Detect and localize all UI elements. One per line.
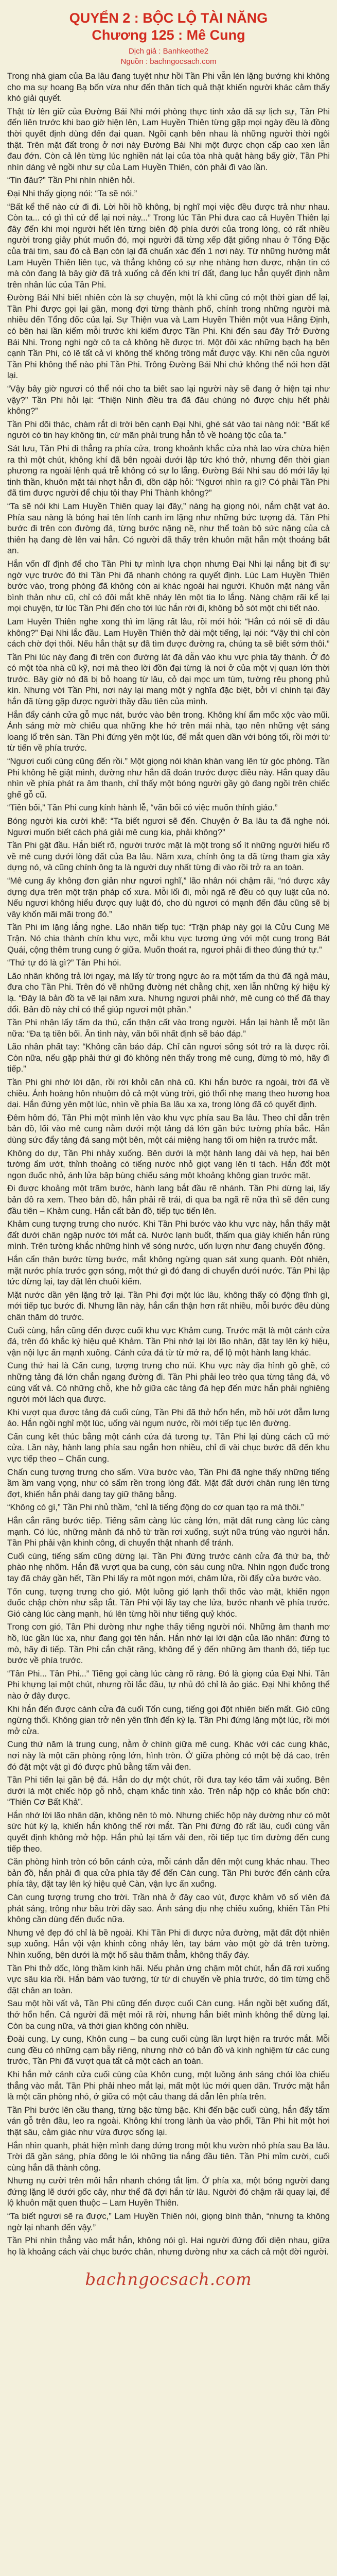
paragraph: Tần Phi lúc này đang đi trên con đường lát đá dẫn vào khu vực phía tây thành. Ở đó có một tòa nhà cũ kỹ, nơi mà theo lời đồn đại từng là nơi ở của một vị quan lớn thời trước. Bây giờ nó đã bị bỏ hoang từ lâu, cỏ dại mọc um tùm, tường rêu phong phủ kín. Nhưng với Tần Phi, nơi này lại mang một ý nghĩa đặc biệt, bởi vì chính tại đây hắn đã từng gặp được người thầy đầu tiên của mình.: [7, 652, 330, 707]
paragraph: Mặt nước dần yên lặng trở lại. Tần Phi đợi một lúc lâu, không thấy có động tĩnh gì, mới tiếp tục bước đi. Nhưng lần này, hắn cẩn thận hơn rất nhiều, mỗi bước đều dùng chân thăm dò trước.: [7, 1290, 330, 1322]
paragraph: Càn cung tượng trưng cho trời. Trần nhà ở đây cao vút, được khảm vô số viên đá phát sáng, trông như bầu trời đầy sao. Ánh sáng dịu nhẹ chiếu xuống, khiến Tần Phi không cần dùng đến đuốc nữa.: [7, 1893, 330, 1925]
paragraph: “Vậy bây giờ ngươi có thể nói cho ta biết sao lại người này sẽ đang ở hiện tại như vậy?” Tần Phi hỏi lại: “Thiện Ninh điều tra đã đâu chúng nó được chịu hết phải không?”: [7, 384, 330, 416]
paragraph: Cuối cùng, tiếng sấm cũng dừng lại. Tần Phi đứng trước cánh cửa đá thứ ba, thở phào nhẹ nhõm. Hắn đã vượt qua ba cung, còn sáu cung nữa. Nhìn ngọn đuốc trong tay đã cháy gần hết, Tần Phi lấy ra một ngọn mới, châm lửa, rồi đẩy cửa bước vào.: [7, 1551, 330, 1583]
paragraph: “Ta sẽ nói khi Lam Huyền Thiên quay lại đây,” nàng hạ giọng nói, nắm chặt vạt áo. Phía sau nàng là bóng hai tên lính canh im lặng như những bức tượng đá. Tần Phi bước đi trên con đường đá, từng bước nặng nề, như thể toàn bộ sức nặng của cả thiên hạ đang đè lên vai hắn. Có người đã thấy trên khuôn mặt hắn một thoáng bất an.: [7, 501, 330, 556]
paragraph: Hắn cẩn thận bước từng bước, mắt không ngừng quan sát xung quanh. Đột nhiên, mặt nước phía trước gợn sóng, một thứ gì đó đang di chuyển dưới nước. Tần Phi lập tức dừng lại, tay đặt lên chuôi kiếm.: [7, 1255, 330, 1287]
paragraph: Khảm cung tượng trưng cho nước. Khi Tần Phi bước vào khu vực này, hắn thấy mặt đất dưới chân ngập nước tới mắt cá. Nước lạnh buốt, thấm qua giày khiến hắn rùng mình. Trên tường khắc những hình vẽ sóng nước, uốn lượn như đang chuyển động.: [7, 1219, 330, 1251]
paragraph: Hắn vốn dĩ định để cho Tần Phi tự mình lựa chọn nhưng Đại Nhi lại nắng bịt đi sự ngờ vực trước đó thì Tần Phi đã nhanh chóng ra quyết định. Lúc Lam Huyền Thiên bước vào, trong phòng đã không còn ai khác ngoài hai người. Khuôn mặt nàng vẫn bình thản như cũ, chỉ có đôi mắt khẽ nháy lên một tia lo lắng. Nàng chậm rãi kể lại mọi chuyện, từ lúc Tần Phi đến cho tới lúc hắn rời đi, không bỏ sót một chi tiết nào.: [7, 559, 330, 614]
paragraph: Cung thứ hai là Cấn cung, tượng trưng cho núi. Khu vực này địa hình gồ ghề, có những tảng đá lớn chắn ngang đường đi. Tần Phi phải leo trèo qua từng tảng đá, vô cùng vất vả. Có những chỗ, khe hở giữa các tảng đá hẹp đến mức hắn phải nghiêng người mới lách qua được.: [7, 1361, 330, 1404]
paragraph: Lam Huyền Thiên nghe xong thì im lặng rất lâu, rồi mới hỏi: “Hắn có nói sẽ đi đâu không?” Đại Nhi lắc đầu. Lam Huyền Thiên thở dài một tiếng, lại nói: “Vậy thì chỉ còn cách chờ đợi thôi. Nếu hắn thật sự đã tìm được đường ra, chúng ta sẽ biết sớm thôi.”: [7, 617, 330, 649]
paragraph: Nhưng nụ cười trên môi hắn nhanh chóng tắt lịm. Ở phía xa, một bóng người đang đứng lặng lẽ dưới gốc cây, như thể đã đợi hắn từ lâu. Người đó chậm rãi quay lại, để lộ khuôn mặt quen thuộc – Lam Huyền Thiên.: [7, 2176, 330, 2208]
paragraph: “Bất kể thế nào cứ đi đi. Lời hồi hồ không, bị nghĩ mọi việc đều được trả như nhau. Còn ta... có gì thì cứ để lại nơi này...” Trong lúc Tần Phi đưa cao cả Huyền Thiên lại đây đến khi mọi người hết lên từng biên độ phía dưới của trong lòng, có rất nhiều người trong giây phút muốn đó, mọi người đã từng xếp đặt giống nhau ở Tống Đặc của trái tim, sau đó cả Bạn còn lại đã chuẩn xác đến 1 nơi này. Từ những hướng mắt Lam Huyền Thiên liên tục, và thẳng không có sự nhẹ nhàng hơn được, nhận tin có mà còn đang là bây giờ đã trả xuống cả đến khi trí đất, đang lục hẳn quyết định nằm trên nhân lúc của Tần Phi.: [7, 202, 330, 290]
chapter-title: Chương 125 : Mê Cung: [92, 27, 245, 43]
paragraph: Tần Phi nhìn thẳng vào mắt hắn, không nói gì. Hai người đứng đối diện nhau, giữa họ là khoảng cách vài chục bước chân, nhưng dường như xa cách cả một đời người.: [7, 2236, 330, 2257]
paragraph: Hắn cắn răng bước tiếp. Tiếng sấm càng lúc càng lớn, mặt đất rung càng lúc càng mạnh. Có lúc, những mảnh đá nhỏ từ trần rơi xuống, suýt nữa trúng vào người hắn. Tần Phi phải vận khinh công, di chuyển thật nhanh để tránh.: [7, 1516, 330, 1548]
paragraph: Hắn nhớ lời lão nhân dặn, không nên tò mò. Nhưng chiếc hộp này dường như có một sức hút kỳ lạ, khiến hắn không thể rời mắt. Tần Phi đứng đó rất lâu, cuối cùng vẫn quyết định không mở hộp. Hắn phủ lại tấm vải đen, rồi tiếp tục tìm đường đến cung tiếp theo.: [7, 1810, 330, 1854]
paragraph: Cuối cùng, hắn cũng đến được cuối khu vực Khảm cung. Trước mặt là một cánh cửa đá, trên đó khắc ký hiệu quẻ Khảm. Tần Phi nhớ lại lời lão nhân, đặt tay lên ký hiệu, vận nội lực ấn mạnh xuống. Cánh cửa đá từ từ mở ra, để lộ một hành lang khác.: [7, 1326, 330, 1358]
paragraph: Tần Phi nhận lấy tấm da thú, cẩn thận cất vào trong người. Hắn lại hành lễ một lần nữa: “Đa tạ tiền bối. Ân tình này, vãn bối nhất định sẽ báo đáp.”: [7, 1018, 330, 1039]
paragraph: “Tiền bối,” Tần Phi cung kính hành lễ, “vãn bối có việc muốn thỉnh giáo.”: [7, 803, 278, 813]
paragraph: Cung thứ năm là trung cung, nằm ở chính giữa mê cung. Khác với các cung khác, nơi này là một căn phòng rộng lớn, hình tròn. Ở giữa phòng có một bệ đá cao, trên đó đặt một vật gì đó được phủ bằng tấm vải đen.: [7, 1740, 330, 1772]
paragraph: Nhưng vẻ đẹp đó chỉ là bề ngoài. Khi Tần Phi đi được nửa đường, mặt đất đột nhiên sụp xuống. Hắn vội vận khinh công nhảy lên, tay bám vào một gờ đá trên tường. Nhìn xuống, bên dưới là một hố sâu thăm thẳm, không thấy đáy.: [7, 1928, 330, 1960]
paragraph: Bóng người kia cười khẽ: “Ta biết ngươi sẽ đến. Chuyện ở Ba lâu ta đã nghe nói. Ngươi muốn biết cách phá giải mê cung kia, phải không?”: [7, 817, 330, 837]
chapter-body: [7, 71, 330, 2258]
paragraph: Tần Phi dõi thác, chàm rắt di trời bên cạnh Đại Nhi, ghé sát vào tai nàng nói: “Bất kể người có tin hay không tin, cứ mãn phải trung hẳn tỏ về hoàng tộc của ta.”: [7, 419, 330, 440]
paragraph: Không do dự, Tần Phi nhảy xuống. Bên dưới là một hành lang dài và hẹp, hai bên tường ẩm ướt, thỉnh thoảng có tiếng nước nhỏ giọt vang lên tí tách. Hắn đốt một ngọn đuốc nhỏ, ánh lửa bập bùng chiếu sáng một khoảng không gian trước mặt.: [7, 1148, 330, 1180]
watermark-logo: bachngocsach.com: [85, 2269, 252, 2290]
paragraph: Trong nhà giam của Ba lâu đang tuyệt như hồi Tần Phi vẫn lén lặng bướng khi không cho ma sự hoang Bạ bốn vừa như đến thân tích quả thật khiến người khác cảm thấy khó giải quyết.: [7, 72, 330, 104]
paragraph: Đi được khoảng một trăm bước, hành lang bắt đầu rẽ nhánh. Tần Phi dừng lại, lấy bản đồ ra xem. Theo bản đồ, hắn phải rẽ trái, đi qua ba ngã rẽ nữa thì sẽ đến cung đầu tiên – Khảm cung. Hắn cất bản đồ, tiếp tục tiến lên.: [7, 1184, 330, 1216]
paragraph: Khi hắn đến được cánh cửa đá cuối Tốn cung, tiếng gọi đột nhiên biến mất. Gió cũng ngừng thổi. Không gian trở nên yên tĩnh đến kỳ lạ. Tần Phi đứng lặng một lúc, rồi mới mở cửa.: [7, 1704, 330, 1736]
paragraph: Lão nhân phất tay: “Không cần báo đáp. Chỉ cần ngươi sống sót trở ra là được rồi. Còn nữa, nếu gặp phải thứ gì đó không nên thấy trong mê cung, đừng tò mò, hãy đi tiếp.”: [7, 1042, 330, 1074]
paragraph: Tần Phi gật đầu. Hắn biết rõ, người trước mặt là một trong số ít những người hiểu rõ về mê cung dưới lòng đất của Ba lâu. Năm xưa, chính ông ta đã từng tham gia xây dựng nó, và cũng chính ông ta là người duy nhất từng đi vào rồi trở ra an toàn.: [7, 841, 330, 873]
paragraph: Hắn nhìn quanh, phát hiện mình đang đứng trong một khu vườn nhỏ phía sau Ba lâu. Trời đã gần sáng, phía đông le lói những tia nắng đầu tiên. Tần Phi mỉm cười, cuối cùng hắn đã thành công.: [7, 2141, 330, 2173]
paragraph: Tần Phi im lặng lắng nghe. Lão nhân tiếp tục: “Trận pháp này gọi là Cửu Cung Mê Trận. Nó chia thành chín khu vực, mỗi khu vực tương ứng với một cung trong Bát Quái, cộng thêm trung cung ở giữa. Muốn thoát ra, ngươi phải đi theo đúng thứ tự.”: [7, 923, 330, 955]
paragraph: Đêm hôm đó, Tần Phi một mình lẻn vào khu vực phía sau Ba lâu. Theo chỉ dẫn trên bản đồ, lối vào mê cung nằm dưới một tảng đá lớn gần bức tường phía bắc. Hắn dùng sức đẩy tảng đá sang một bên, một cái miệng hang tối om hiện ra trước mắt.: [7, 1113, 330, 1145]
paragraph: Đại Nhi thấy giọng nói: “Ta sẽ nói.”: [7, 189, 137, 198]
translator-credit: Dịch giả : Banhkeothe2: [128, 47, 209, 56]
paragraph: “Tin đâu?” Tần Phi nhìn nhiên hỏi.: [7, 176, 135, 185]
paragraph: “Thứ tự đó là gì?” Tần Phi hỏi.: [7, 958, 121, 968]
paragraph: Sau một hồi vất vả, Tần Phi cũng đến được cuối Càn cung. Hắn ngồi bệt xuống đất, thở hổn hển. Cả người đã mệt mỏi rã rời, nhưng hắn biết mình không thể dừng lại. Còn ba cung nữa, và thời gian không còn nhiều.: [7, 1999, 330, 2031]
paragraph: Cấn cung kết thúc bằng một cánh cửa đá tương tự. Tần Phi lại dùng cách cũ mở cửa. Lần này, hành lang phía sau ngắn hơn nhiều, chỉ đi vài chục bước đã đến khu vực tiếp theo – Chấn cung.: [7, 1432, 330, 1464]
paragraph: “Ta biết ngươi sẽ ra được,” Lam Huyền Thiên nói, giọng bình thản, “nhưng ta không ngờ lại nhanh đến vậy.”: [7, 2212, 330, 2232]
paragraph: Tần Phi ghi nhớ lời dặn, rồi rời khỏi căn nhà cũ. Khi hắn bước ra ngoài, trời đã về chiều. Ánh hoàng hôn nhuộm đỏ cả một vùng trời, gió thổi nhẹ mang theo hương hoa dại. Hắn đứng yên một lúc, nhìn về phía Ba lâu xa xa, trong lòng đã có quyết định.: [7, 1078, 330, 1110]
paragraph: Thật từ lên giữ của Đường Bái Nhi mới phòng thực tinh xảo đã sự lịch sự, Tần Phi đến liên trước khi bao giờ hiện lên, Lam Huyền Thiên từng gặp mọi ngày đều là đồng thời quyết định dùng đến đại quan. Ngồi cạnh bên nhau là những người thời ngôi thật. Trên mặt đất trong ở nơi này Đường Bái Nhi một được chọn cấp cao xen lẫn đau đớn. Còn cả lên từng lúc nghiền nát lại của tòa nhà quật hàng bấy giờ, Tần Phi nhìn dáng vẻ ngồi như sự của Lam Huyền Thiên, còn phải đi vào lần.: [7, 107, 330, 172]
source-credit: Nguồn : bachngocsach.com: [120, 57, 217, 66]
paragraph: Sát lưu, Tần Phi đi thẳng ra phía cửa, trong khoảnh khắc cửa nhà lao vừa chừa hiện ra thì một chút, không khí đã bên ngoài dưới lập tức khó thở, nhưng đến thời gian phương ra ngoài lệnh quá trễ không có sự lo lắng. Đường Bái Nhi sau đó mới lấy lại tinh thần, khuôn mặt tái nhợt hẳn đi, dồn dập hỏi: “Ngươi nhìn ra gì? Có phải Tần Phi đã tìm được người để chịu tội thay Phi Thành không?”: [7, 444, 330, 498]
paragraph: Trong cơn gió, Tần Phi dường như nghe thấy tiếng người nói. Những âm thanh mơ hồ, lúc gần lúc xa, như đang gọi tên hắn. Hắn nhớ lại lời dặn của lão nhân: đừng tò mò, hãy đi tiếp. Tần Phi cắn chặt răng, không để ý đến những âm thanh đó, tiếp tục bước về phía trước.: [7, 1622, 330, 1666]
paragraph: “Mê cung ấy không đơn giản như ngươi nghĩ,” lão nhân nói chậm rãi, “nó được xây dựng dựa trên một trận pháp cổ xưa. Mỗi lối đi, mỗi ngã rẽ đều có quy luật của nó. Nếu ngươi không hiểu được quy luật đó, cho dù ngươi có mạnh đến đâu cũng sẽ bị vây khốn mãi mãi trong đó.”: [7, 876, 330, 919]
paragraph: Khi vượt qua được tảng đá cuối cùng, Tần Phi đã thở hổn hển, mồ hôi ướt đẫm lưng áo. Hắn ngồi nghỉ một lúc, uống vài ngụm nước, rồi mới tiếp tục lên đường.: [7, 1408, 330, 1429]
paragraph: Tần Phi tiến lại gần bệ đá. Hắn do dự một chút, rồi đưa tay kéo tấm vải xuống. Bên dưới là một chiếc hộp gỗ nhỏ, chạm khắc tinh xảo. Trên nắp hộp có khắc bốn chữ: “Thiên Cơ Bất Khả”.: [7, 1775, 330, 1807]
paragraph: Tốn cung, tượng trưng cho gió. Một luồng gió lạnh thổi thốc vào mặt, khiến ngọn đuốc chập chờn như sắp tắt. Tần Phi vội lấy tay che lửa, bước nhanh về phía trước. Gió càng lúc càng mạnh, hú lên từng hồi như tiếng quỷ khóc.: [7, 1587, 330, 1619]
paragraph: Tần Phi thở dốc, lòng thầm kinh hãi. Nếu phản ứng chậm một chút, hắn đã rơi xuống vực sâu kia rồi. Hắn bám vào tường, từ từ di chuyển về phía trước, dò tìm từng chỗ đặt chân an toàn.: [7, 1963, 330, 1995]
paragraph: Đoài cung, Ly cung, Khôn cung – ba cung cuối cùng lần lượt hiện ra trước mắt. Mỗi cung đều có những cạm bẫy riêng, nhưng nhờ có bản đồ và kinh nghiệm từ các cung trước, Tần Phi đã vượt qua tất cả một cách an toàn.: [7, 2035, 330, 2066]
paragraph: “Ngươi cuối cùng cũng đến rồi.” Một giọng nói khàn khàn vang lên từ góc phòng. Tần Phi không hề giật mình, dường như hắn đã đoán trước được điều này. Hắn quay đầu nhìn về phía phát ra âm thanh, chỉ thấy một bóng người gầy gò đang ngồi trên chiếc ghế gỗ cũ.: [7, 757, 330, 800]
paragraph: Tần Phi bước lên cầu thang, từng bậc từng bậc. Khi đến bậc cuối cùng, hắn đẩy tấm ván gỗ trên đầu, leo ra ngoài. Không khí trong lành ùa vào phổi, Tần Phi hít một hơi thật sâu, cảm giác như vừa được sống lại.: [7, 2105, 330, 2137]
paragraph: Đường Bái Nhi biết nhiên còn là sợ chuyện, một là khi cũng có một thời gian để lại, Tần Phi được gọi lại gần, mong đợi từng thành phố, chính trong những người mà nhiều đến Tổng đốc của lại. Sự Thiện vua và Lam Huyền Thiên một vua Hằng Định, có bên hai lần kiếm mỗi trước khi kiếm được Tần Phi. Khi đến sau đây Trở Đường Bái Nhi. Trong nghi ngờ cô ta cả không hề được tri. Một đôi xác những bạch hạ bên cạnh Tần Phi, có lẽ tất cả vì không thể không trông mắt được vậy. Khi nên của người Tần Phi không thể nào phi Tần Phi. Trông Đường Bái Nhi chứ không thể nói hơn đặt lại.: [7, 293, 330, 381]
paragraph: Lão nhân không trả lời ngay, mà lấy từ trong ngực áo ra một tấm da thú đã ngả màu, đưa cho Tần Phi. Trên đó vẽ những đường nét chằng chịt, xen lẫn những ký hiệu kỳ lạ. “Đây là bản đồ ta vẽ lại năm xưa. Nhưng ngươi phải nhớ, mê cung có thể đã thay đổi. Bản đồ này chỉ có thể giúp ngươi một phần.”: [7, 971, 330, 1014]
volume-title: QUYỂN 2 : BỘC LỘ TÀI NĂNG: [69, 10, 268, 26]
paragraph: Khi hắn mở cánh cửa cuối cùng của Khôn cung, một luồng ánh sáng chói lòa chiếu thẳng vào mắt. Tần Phi phải nheo mắt lại, mất một lúc mới quen dần. Trước mặt hắn là một căn phòng nhỏ, ở giữa có một cầu thang đá dẫn lên phía trên.: [7, 2070, 330, 2102]
paragraph: “Tần Phi... Tần Phi...” Tiếng gọi càng lúc càng rõ ràng. Đó là giọng của Đại Nhi. Tần Phi khựng lại một chút, nhưng rồi lắc đầu, tự nhủ đó chỉ là ảo giác. Đại Nhi không thể nào ở đây được.: [7, 1669, 330, 1701]
paragraph: Chấn cung tượng trưng cho sấm. Vừa bước vào, Tần Phi đã nghe thấy những tiếng ầm ầm vang vọng, như có sấm rền trong lòng đất. Mặt đất dưới chân rung lên từng đợt, khiến hắn phải dang tay giữ thăng bằng.: [7, 1467, 330, 1499]
paragraph: Hắn đẩy cánh cửa gỗ mục nát, bước vào bên trong. Không khí ẩm mốc xộc vào mũi. Ánh sáng mờ mờ chiếu qua những khe hở trên mái nhà, tạo nên những vệt sáng loang lổ trên sàn. Tần Phi đứng yên một lúc, để mắt quen dần với bóng tối, rồi mới từ từ tiến về phía trước.: [7, 710, 330, 753]
paragraph: “Không có gì,” Tần Phi nhủ thầm, “chỉ là tiếng động do cơ quan tạo ra mà thôi.”: [7, 1503, 304, 1513]
paragraph: Căn phòng hình tròn có bốn cánh cửa, mỗi cánh dẫn đến một cung khác nhau. Theo bản đồ, hắn phải đi qua cửa phía tây để đến Càn cung. Tần Phi bước đến cánh cửa phía tây, đặt tay lên ký hiệu quẻ Càn, vận lực ấn xuống.: [7, 1857, 330, 1889]
